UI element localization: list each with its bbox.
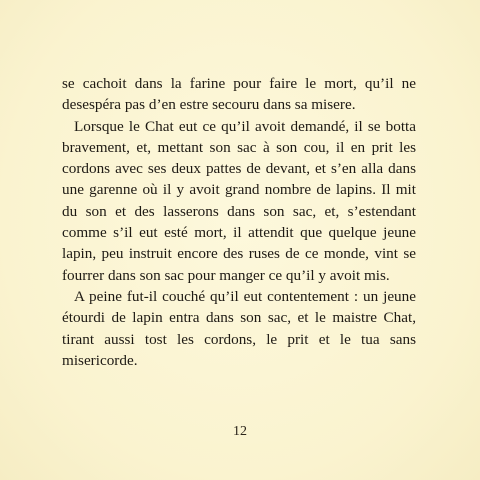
paragraph-continuation: se cachoit dans la farine pour faire le mort, qu’il ne desespéra pas d’en estre secouru dans sa misere.: [62, 75, 416, 114]
paragraph-lapin-pris: A peine fut-il couché qu’il eut contentement : un jeune étourdi de lapin entra dans son sac, et le maistre Chat, tirant aussi tost les cordons, le prit et le tua sans misericorde.: [62, 287, 416, 369]
page-number: 12: [233, 424, 247, 439]
page-body: [62, 73, 416, 371]
paragraph-chat-garenne: Lorsque le Chat eut ce qu’il avoit demandé, il se botta bravement, et, mettant son sac à son cou, il en prit les cordons avec ses deux pattes de devant, et s’en alla dans une garenne où il y avoit grand nombre de lapins. Il mit du son et des lasserons dans son sac, et, s’estendant comme s’il eut esté mort, il attendit que quelque jeune lapin, peu instruit encore des ruses de ce monde, vint se fourrer dans son sac pour manger ce qu’il y avoit mis.: [62, 117, 416, 284]
